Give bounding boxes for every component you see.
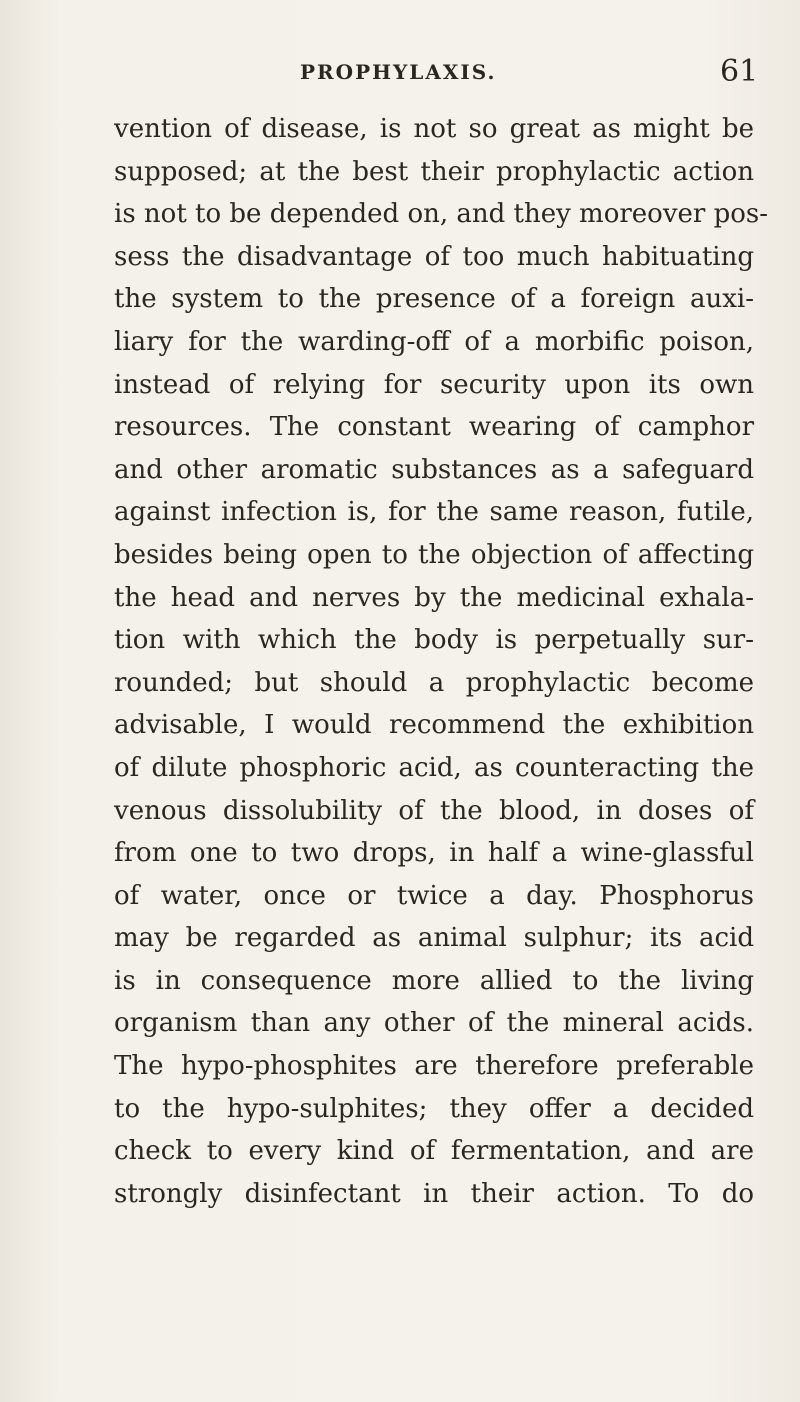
text-line: organism than any other of the mineral acids.: [114, 1008, 754, 1039]
text-line: tion with which the body is perpetually sur-: [114, 625, 754, 656]
text-line: against infection is, for the same reason, futile,: [114, 497, 754, 528]
text-line: strongly disinfectant in their action. To do: [114, 1178, 754, 1209]
running-head: [0, 54, 800, 98]
text-line: check to every kind of fermentation, and are: [114, 1136, 754, 1167]
text-line: of water, once or twice a day. Phosphorus: [114, 880, 754, 911]
body-text: [114, 108, 769, 1215]
text-line: vention of disease, is not so great as might be: [114, 114, 754, 144]
text-line: besides being open to the objection of affecting: [114, 539, 754, 570]
page-number: 61: [720, 54, 759, 89]
text-line: supposed; at the best their prophylactic action: [114, 156, 754, 187]
text-line: The hypo-phosphites are therefore preferable: [114, 1051, 754, 1082]
text-line: advisable, I would recommend the exhibition: [114, 710, 754, 741]
text-line: rounded; but should a prophylactic become: [114, 667, 754, 698]
text-line: the head and nerves by the medicinal exhala-: [114, 582, 754, 613]
text-line: of dilute phosphoric acid, as counteracting the: [114, 752, 754, 783]
text-line: from one to two drops, in half a wine-glassful: [114, 838, 754, 869]
text-line: the system to the presence of a foreign auxi-: [114, 284, 754, 315]
text-line: liary for the warding-off of a morbific poison,: [114, 326, 754, 357]
text-line: to the hypo-sulphites; they offer a decided: [114, 1093, 754, 1124]
text-line: is in consequence more allied to the living: [114, 965, 754, 996]
text-line: venous dissolubility of the blood, in doses of: [114, 795, 754, 826]
text-line: and other aromatic substances as a safeguard: [114, 454, 754, 485]
text-line: instead of relying for security upon its own: [114, 369, 754, 400]
text-line: is not to be depended on, and they moreover pos-: [114, 199, 769, 230]
text-line: resources. The constant wearing of camphor: [114, 412, 754, 443]
running-title: PROPHYLAXIS.: [300, 60, 497, 84]
text-line: may be regarded as animal sulphur; its acid: [114, 923, 754, 954]
text-line: sess the disadvantage of too much habituating: [114, 241, 754, 272]
